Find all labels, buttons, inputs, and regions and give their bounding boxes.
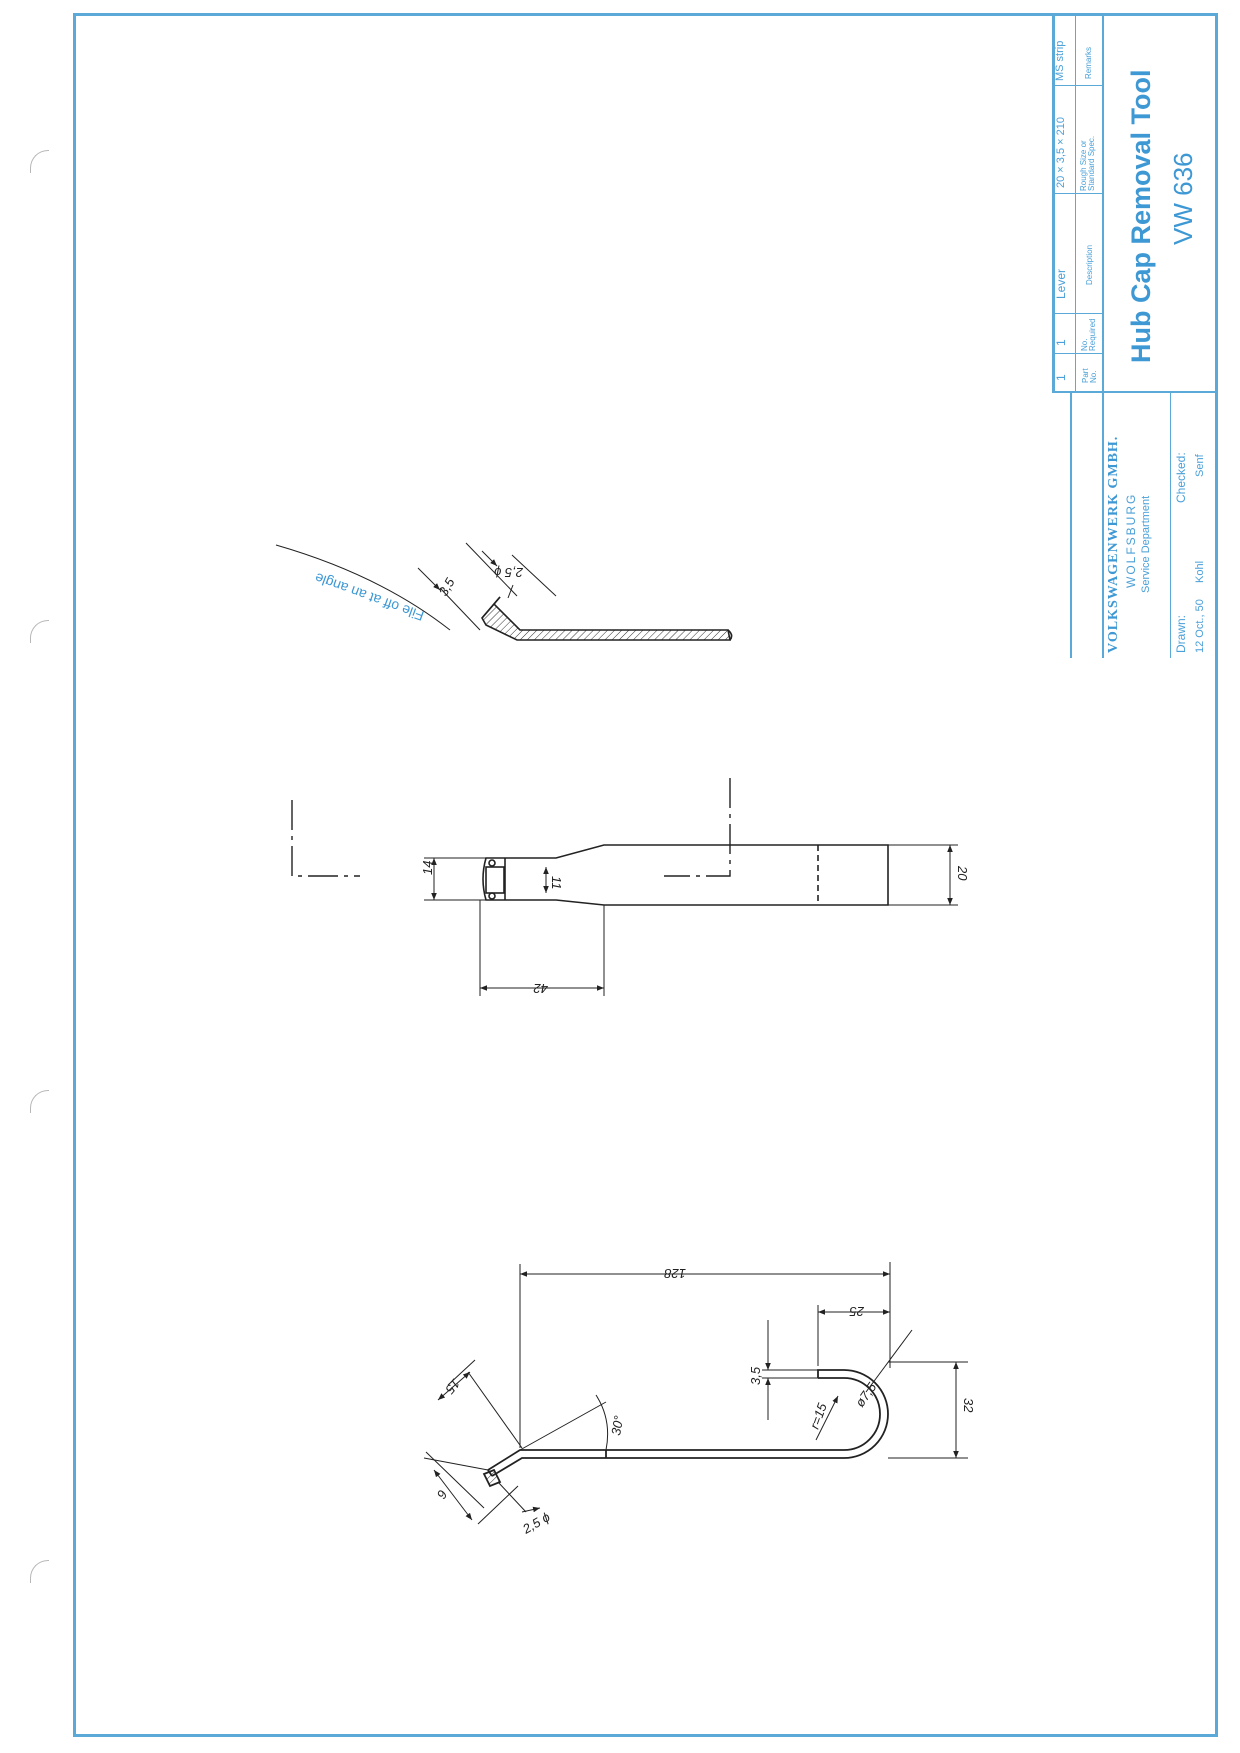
description-value: Lever — [1054, 268, 1068, 299]
remarks-header: Remarks — [1084, 46, 1093, 79]
rough-size-header: Rough Size or Standard Spec. — [1079, 135, 1096, 191]
title-block — [1052, 13, 1218, 658]
drawing-title: Hub Cap Removal Tool — [1126, 69, 1156, 363]
side-view-dimensions — [420, 1262, 968, 1530]
dim-inner-radius-label: r=15 — [806, 1401, 830, 1432]
top-view-section — [482, 597, 732, 640]
drawn-label: Drawn: — [1174, 614, 1188, 653]
file-note-label: File off at an angle — [312, 569, 427, 625]
dim-tip-offset-label: 9 — [433, 1487, 451, 1502]
dim-tip-length-label: 15 — [442, 1376, 464, 1397]
drawn-by: Kohl — [1194, 560, 1206, 583]
no-required-header: No. Required — [1080, 318, 1097, 351]
department: Service Department — [1140, 495, 1152, 593]
description-header: Description — [1085, 244, 1094, 285]
checked-by: Senf — [1194, 454, 1206, 477]
remarks-value: MS strip — [1054, 40, 1066, 81]
dim-outer-radius-label: ø7,5 — [852, 1379, 880, 1410]
part-no-header: Part No. — [1081, 368, 1098, 383]
part-no-value: 1 — [1054, 374, 1068, 381]
dim-slot-label: 11 — [549, 876, 564, 890]
dim-thickness-label: 3,5 — [435, 575, 458, 599]
rough-size-value: 20 × 3,5 × 210 — [1055, 117, 1067, 188]
dim-taper-length-label: 42 — [533, 981, 548, 996]
dim-hook-gap-label: 3,5 — [748, 1366, 763, 1385]
drawn-date: 12 Oct., 50 — [1194, 599, 1206, 653]
dim-end-width-label: 14 — [420, 860, 435, 875]
dim-hole-label: 2,5 ϕ — [494, 565, 523, 580]
dim-hook-height-label: 32 — [961, 1398, 976, 1413]
dim-angle-label: 30° — [608, 1414, 627, 1437]
checked-label: Checked: — [1174, 452, 1188, 503]
plan-view — [483, 845, 888, 905]
dim-width-label: 20 — [955, 866, 970, 881]
no-required-value: 1 — [1054, 339, 1068, 346]
side-view — [484, 1370, 888, 1486]
company-city: WOLFSBURG — [1124, 492, 1138, 588]
tool-number: VW 636 — [1168, 152, 1198, 245]
dim-length-label: 128 — [664, 1266, 686, 1281]
company-name: VOLKSWAGENWERK GMBH. — [1106, 435, 1121, 653]
dim-tip-hole-label: 2,5 ϕ — [520, 1509, 553, 1537]
section-markers — [292, 778, 730, 876]
dim-hook-offset-label: 25 — [849, 1304, 864, 1319]
